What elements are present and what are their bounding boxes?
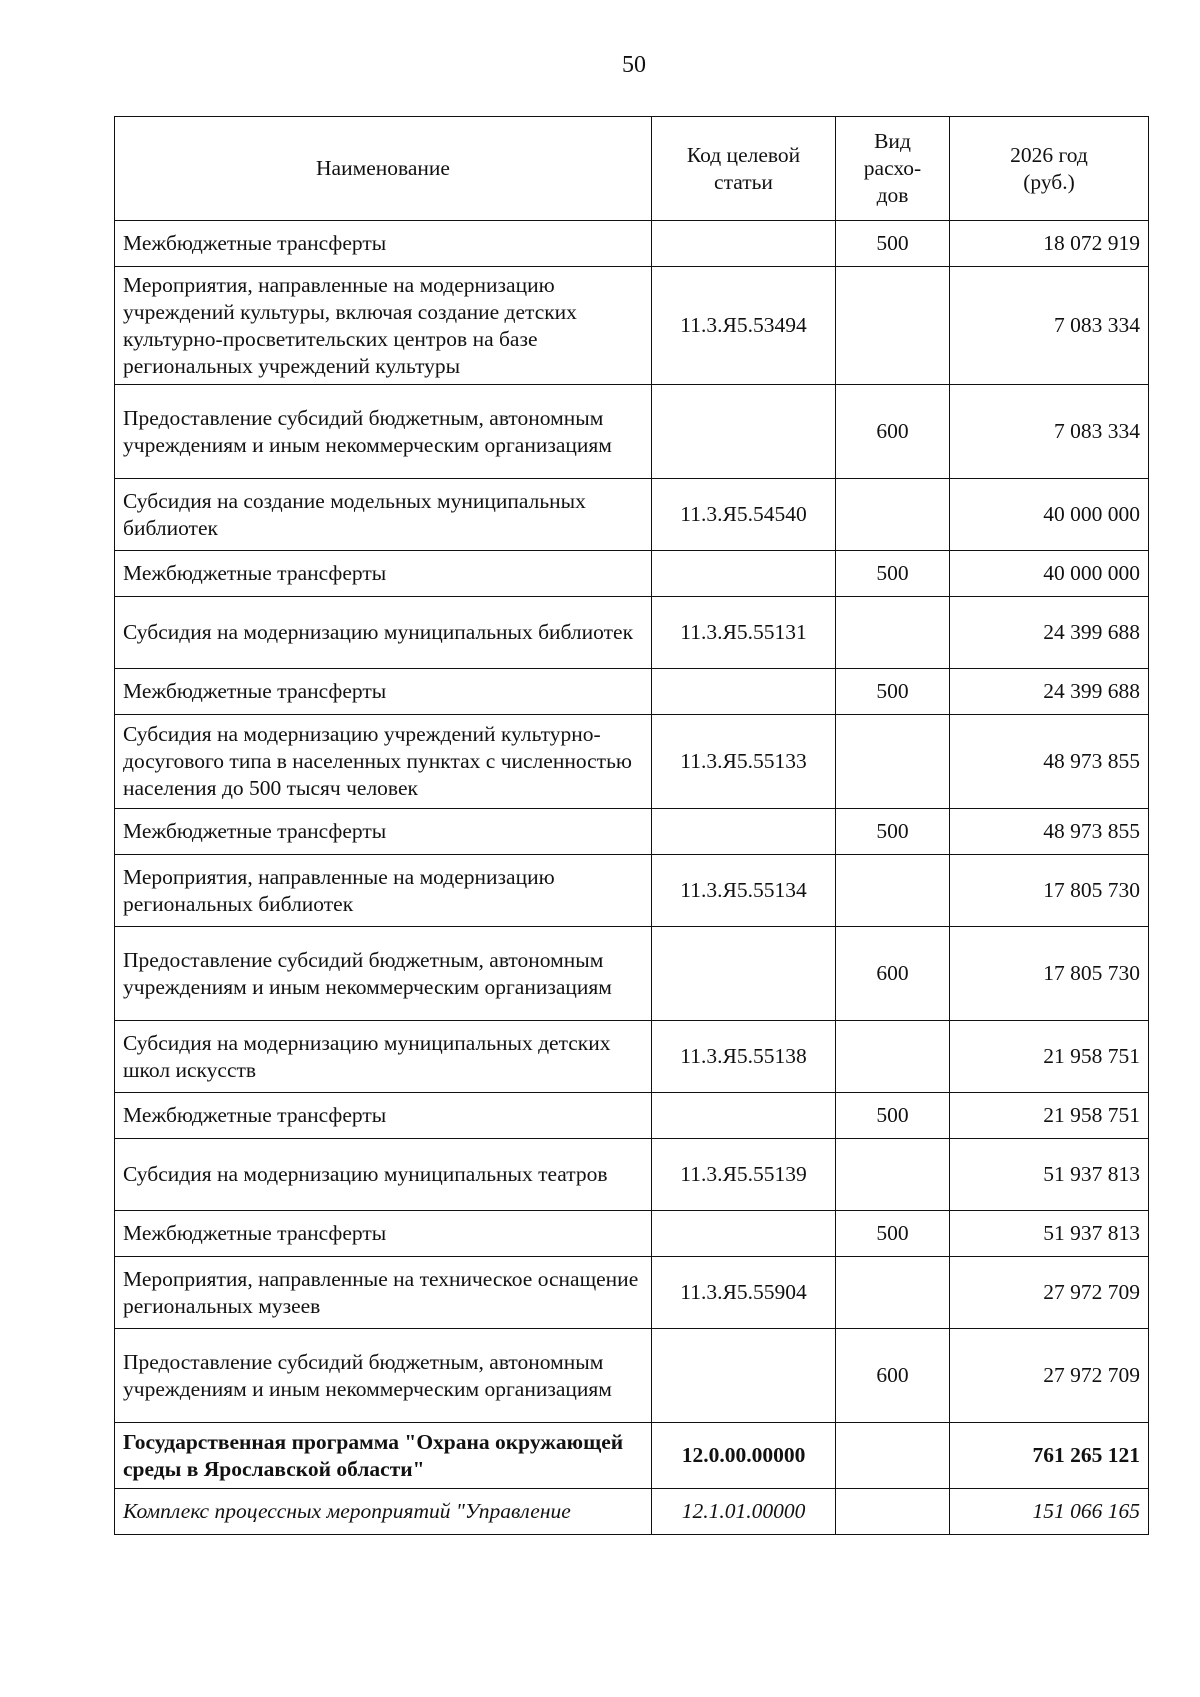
- table-row: [115, 1211, 1149, 1257]
- table-body: [115, 221, 1149, 1535]
- amount-cell: 24 399 688: [950, 669, 1149, 715]
- kind-cell: [836, 1423, 950, 1489]
- name-cell: Мероприятия, направленные на модернизацию учреждений культуры, включая создание детских культурно-просветительских центров на базе региональных учреждений культуры: [115, 267, 652, 385]
- table-row: [115, 267, 1149, 385]
- table-row: [115, 221, 1149, 267]
- code-cell: [652, 1329, 836, 1423]
- code-cell: [652, 385, 836, 479]
- amount-cell: 151 066 165: [950, 1489, 1149, 1535]
- header-kind: Вид расхо- дов: [836, 117, 950, 221]
- amount-cell: 48 973 855: [950, 809, 1149, 855]
- kind-cell: 500: [836, 221, 950, 267]
- name-cell: Предоставление субсидий бюджетным, автономным учреждениям и иным некоммерческим организациям: [115, 385, 652, 479]
- kind-cell: [836, 597, 950, 669]
- kind-cell: [836, 1021, 950, 1093]
- name-cell: Субсидия на модернизацию муниципальных детских школ искусств: [115, 1021, 652, 1093]
- code-cell: 11.3.Я5.55133: [652, 715, 836, 809]
- code-cell: 11.3.Я5.53494: [652, 267, 836, 385]
- table-row: [115, 551, 1149, 597]
- table-row: [115, 1423, 1149, 1489]
- amount-cell: 24 399 688: [950, 597, 1149, 669]
- code-cell: [652, 221, 836, 267]
- page-number: 50: [622, 52, 646, 78]
- table-row: [115, 809, 1149, 855]
- code-cell: 11.3.Я5.55131: [652, 597, 836, 669]
- name-cell: Субсидия на модернизацию муниципальных театров: [115, 1139, 652, 1211]
- kind-cell: [836, 1139, 950, 1211]
- code-cell: 11.3.Я5.55904: [652, 1257, 836, 1329]
- kind-cell: 500: [836, 809, 950, 855]
- amount-cell: 51 937 813: [950, 1211, 1149, 1257]
- name-cell: Мероприятия, направленные на техническое оснащение региональных музеев: [115, 1257, 652, 1329]
- table-row: [115, 597, 1149, 669]
- name-cell: Межбюджетные трансферты: [115, 1211, 652, 1257]
- code-cell: 11.3.Я5.55134: [652, 855, 836, 927]
- name-cell: Мероприятия, направленные на модернизацию региональных библиотек: [115, 855, 652, 927]
- header-amount: 2026 год (руб.): [950, 117, 1149, 221]
- kind-cell: 600: [836, 385, 950, 479]
- table-row: [115, 855, 1149, 927]
- name-cell: Межбюджетные трансферты: [115, 669, 652, 715]
- name-cell: Субсидия на модернизацию учреждений культурно-досугового типа в населенных пунктах с численностью населения до 500 тысяч человек: [115, 715, 652, 809]
- table-row: [115, 1021, 1149, 1093]
- amount-cell: 761 265 121: [950, 1423, 1149, 1489]
- code-cell: 12.1.01.00000: [652, 1489, 836, 1535]
- kind-cell: [836, 1489, 950, 1535]
- amount-cell: 17 805 730: [950, 855, 1149, 927]
- table-row: [115, 669, 1149, 715]
- table-row: [115, 715, 1149, 809]
- kind-cell: 600: [836, 927, 950, 1021]
- code-cell: 11.3.Я5.55138: [652, 1021, 836, 1093]
- name-cell: Комплекс процессных мероприятий "Управление: [115, 1489, 652, 1535]
- name-cell: Межбюджетные трансферты: [115, 809, 652, 855]
- code-cell: 11.3.Я5.54540: [652, 479, 836, 551]
- name-cell: Межбюджетные трансферты: [115, 551, 652, 597]
- name-cell: Предоставление субсидий бюджетным, автономным учреждениям и иным некоммерческим организациям: [115, 1329, 652, 1423]
- amount-cell: 40 000 000: [950, 551, 1149, 597]
- kind-cell: 500: [836, 551, 950, 597]
- kind-cell: [836, 715, 950, 809]
- name-cell: Государственная программа "Охрана окружающей среды в Ярославской области": [115, 1423, 652, 1489]
- amount-cell: 51 937 813: [950, 1139, 1149, 1211]
- table-row: [115, 1093, 1149, 1139]
- name-cell: Предоставление субсидий бюджетным, автономным учреждениям и иным некоммерческим организациям: [115, 927, 652, 1021]
- kind-cell: 600: [836, 1329, 950, 1423]
- kind-cell: 500: [836, 1093, 950, 1139]
- table-row: [115, 1489, 1149, 1535]
- table-row: [115, 1329, 1149, 1423]
- header-code: Код целевой статьи: [652, 117, 836, 221]
- kind-cell: 500: [836, 1211, 950, 1257]
- amount-cell: 27 972 709: [950, 1257, 1149, 1329]
- code-cell: 11.3.Я5.55139: [652, 1139, 836, 1211]
- kind-cell: [836, 1257, 950, 1329]
- code-cell: [652, 551, 836, 597]
- amount-cell: 7 083 334: [950, 267, 1149, 385]
- name-cell: Субсидия на создание модельных муниципальных библиотек: [115, 479, 652, 551]
- kind-cell: 500: [836, 669, 950, 715]
- amount-cell: 7 083 334: [950, 385, 1149, 479]
- amount-cell: 21 958 751: [950, 1093, 1149, 1139]
- amount-cell: 40 000 000: [950, 479, 1149, 551]
- code-cell: 12.0.00.00000: [652, 1423, 836, 1489]
- code-cell: [652, 1093, 836, 1139]
- amount-cell: 21 958 751: [950, 1021, 1149, 1093]
- table-row: [115, 927, 1149, 1021]
- name-cell: Субсидия на модернизацию муниципальных библиотек: [115, 597, 652, 669]
- name-cell: Межбюджетные трансферты: [115, 221, 652, 267]
- code-cell: [652, 927, 836, 1021]
- code-cell: [652, 809, 836, 855]
- kind-cell: [836, 479, 950, 551]
- budget-table: [114, 116, 1149, 1535]
- kind-cell: [836, 267, 950, 385]
- kind-cell: [836, 855, 950, 927]
- amount-cell: 48 973 855: [950, 715, 1149, 809]
- table-header-row: [115, 117, 1149, 221]
- table-row: [115, 385, 1149, 479]
- table-row: [115, 1139, 1149, 1211]
- code-cell: [652, 669, 836, 715]
- amount-cell: 18 072 919: [950, 221, 1149, 267]
- amount-cell: 17 805 730: [950, 927, 1149, 1021]
- table-row: [115, 1257, 1149, 1329]
- name-cell: Межбюджетные трансферты: [115, 1093, 652, 1139]
- code-cell: [652, 1211, 836, 1257]
- amount-cell: 27 972 709: [950, 1329, 1149, 1423]
- table-row: [115, 479, 1149, 551]
- header-name: Наименование: [115, 117, 652, 221]
